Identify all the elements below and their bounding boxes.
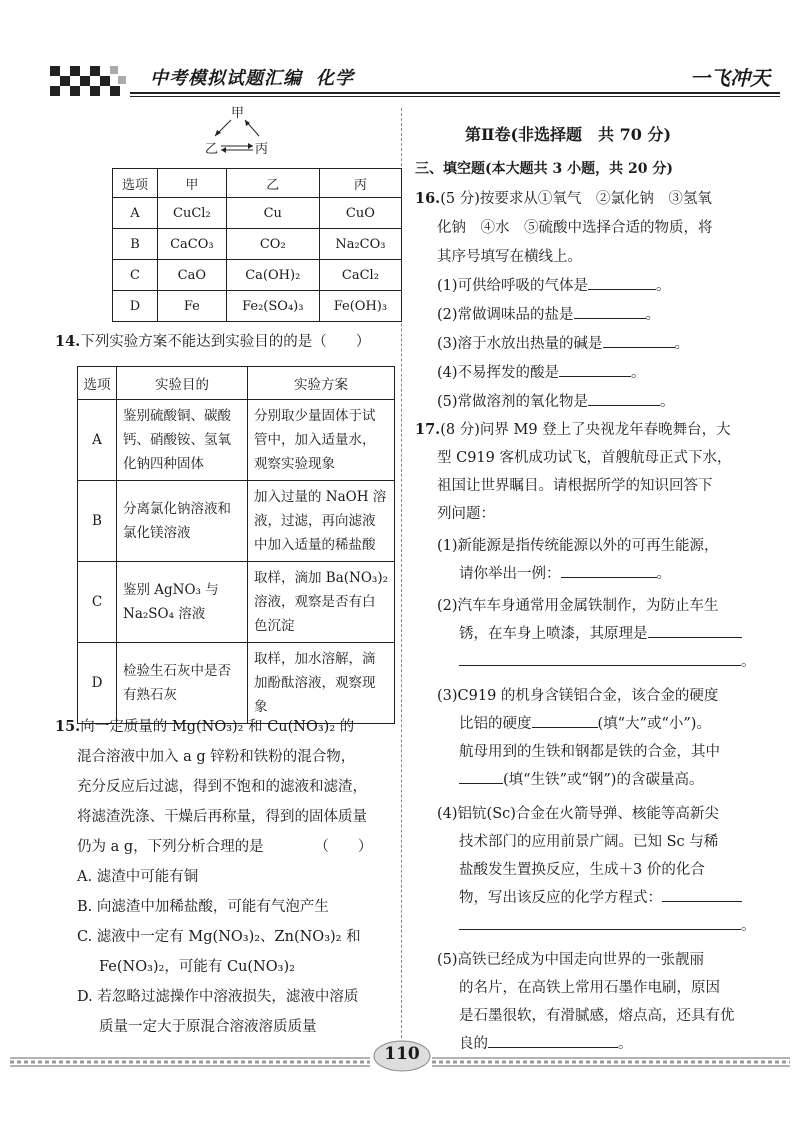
- answer-blank[interactable]: [459, 929, 741, 930]
- q15-line: 15.向一定质量的 Mg(NO₃)₂ 和 Cu(NO₃)₂ 的: [55, 718, 355, 735]
- page-header: [40, 52, 780, 102]
- answer-line: (4)不易挥发的酸是 。: [437, 365, 646, 381]
- experiment-table-14: [77, 366, 395, 724]
- table-row: A CuCl₂ Cu CuO: [113, 198, 402, 229]
- q15-line: 混合溶液中加入 a g 锌粉和铁粉的混合物，: [77, 749, 356, 765]
- table-row: C CaO Ca(OH)₂ CaCl₂: [113, 260, 402, 291]
- question-16: [415, 184, 775, 417]
- part-3: (3)C919 的机身含镁铝合金，该合金的硬度 比铝的硬度 (填“大”或“小”)。 航母用到的生铁和钢都是铁的合金，其中 (填“生铁”或“钢”)的含碳量高。: [437, 688, 720, 788]
- answer-blank[interactable]: [574, 318, 646, 319]
- q17-line: 型 C919 客机成功试飞，首艘航母正式下水，: [437, 450, 732, 466]
- q17-line: 祖国让世界瞩目。请根据所学的知识回答下: [437, 478, 713, 494]
- table-row: D Fe Fe₂(SO₄)₃ Fe(OH)₃: [113, 291, 402, 322]
- answer-line: (1)可供给呼吸的气体是 。: [437, 278, 671, 294]
- option-a: A. 滤渣中可能有铜: [77, 869, 199, 885]
- table-row: C 鉴别 AgNO₃ 与 Na₂SO₄ 溶液 取样，滴加 Ba(NO₃)₂ 溶液，观察是否有白色沉淀: [78, 562, 395, 643]
- question-number: 14.: [55, 333, 81, 350]
- option-d: D. 若忽略过滤操作中溶液损失，滤液中溶质: [77, 989, 359, 1005]
- table-row: D 检验生石灰中是否有熟石灰 取样，加水溶解，滴加酚酞溶液，观察现象: [78, 643, 395, 724]
- diagram-right: 丙: [255, 142, 269, 157]
- question-17: [415, 416, 775, 1058]
- diagram-arrows: [205, 102, 275, 156]
- answer-blank[interactable]: [459, 783, 503, 784]
- option-d-cont: 质量一定大于原混合溶液溶质质量: [99, 1019, 317, 1035]
- answer-blank[interactable]: [559, 376, 631, 377]
- answer-blank[interactable]: [488, 1047, 618, 1048]
- table-row: B 分离氯化钠溶液和氯化镁溶液 加入过量的 NaOH 溶液，过滤，再向滤液中加入适量的稀盐酸: [78, 481, 395, 562]
- answer-line: (5)常做溶剂的氧化物是 。: [437, 394, 675, 410]
- conversion-diagram: [205, 102, 275, 156]
- brand-logo: 一飞冲天: [690, 66, 770, 90]
- q16-line: 其序号填写在横线上。: [437, 249, 582, 265]
- answer-blank[interactable]: [603, 347, 675, 348]
- answer-blank[interactable]: [588, 405, 660, 406]
- answer-blank[interactable]: [588, 289, 656, 290]
- q17-line: 列问题：: [437, 506, 495, 522]
- answer-blank[interactable]: [648, 637, 742, 638]
- table-header-row: 选项 实验目的 实验方案: [78, 367, 395, 400]
- part-5: (5)高铁已经成为中国走向世界的一张靓丽 的名片，在高铁上常用石墨作电刷，原因 是石墨很软，有滑腻感，熔点高，还具有优 良的 。: [437, 952, 735, 1052]
- section-title: 第Ⅱ卷(非选择题 共 70 分): [465, 125, 672, 144]
- table-header-row: 选项 甲 乙 丙: [113, 169, 402, 198]
- diagram-left: 乙: [205, 142, 219, 157]
- answer-blank[interactable]: [459, 665, 741, 666]
- table-row: B CaCO₃ CO₂ Na₂CO₃: [113, 229, 402, 260]
- q16-line: 化钠 ④水 ⑤硫酸中选择合适的物质，将: [437, 220, 713, 236]
- question-15: [55, 712, 400, 1042]
- diagram-top: 甲: [231, 106, 245, 121]
- q15-line: 将滤渣洗涤、干燥后再称量，得到的固体质量: [77, 809, 367, 825]
- part-2: (2)汽车车身通常用金属铁制作，为防止车生 锈，在车身上喷漆，其原理是 。: [437, 598, 756, 670]
- answer-blank[interactable]: [662, 901, 742, 902]
- page-number: 110: [372, 1038, 432, 1074]
- answer-blank[interactable]: [561, 577, 657, 578]
- section-subtitle: 三、填空题(本大题共 3 小题，共 20 分): [415, 161, 673, 177]
- question-14-stem: 14.下列实验方案不能达到实验目的的是（ ）: [55, 333, 371, 350]
- q15-line: 仍为 a g，下列分析合理的是 （ ）: [77, 839, 373, 855]
- checker-logo: [50, 66, 128, 96]
- part-4: (4)铝钪(Sc)合金在火箭导弹、核能等高新尖 技术部门的应用前景广阔。已知 Sc 与稀 盐酸发生置换反应，生成＋3 价的化合 物，写出该反应的化学方程式： 。: [437, 806, 756, 934]
- answer-line: (3)溶于水放出热量的碱是 。: [437, 336, 690, 352]
- q17-line: 17.(8 分)问界 M9 登上了央视龙年春晚舞台，大: [415, 421, 731, 438]
- part-1: (1)新能源是指传统能源以外的可再生能源， 请你举出一例： 。: [437, 538, 719, 582]
- q15-line: 充分反应后过滤，得到不饱和的滤液和滤渣，: [77, 779, 367, 795]
- option-c-cont: Fe(NO₃)₂，可能有 Cu(NO₃)₂: [99, 959, 295, 975]
- option-c: C. 滤液中一定有 Mg(NO₃)₂、Zn(NO₃)₂ 和: [77, 929, 361, 945]
- q16-line: 16.(5 分)按要求从①氧气 ②氯化钠 ③氢氧: [415, 190, 712, 207]
- options-table-13: [112, 168, 402, 322]
- header-rule-thin: [130, 96, 780, 97]
- answer-blank[interactable]: [532, 727, 598, 728]
- table-row: A 鉴别硫酸铜、碳酸钙、硝酸铵、氢氧化钠四种固体 分别取少量固体于试管中，加入适量水，观察实验现象: [78, 400, 395, 481]
- option-b: B. 向滤渣中加稀盐酸，可能有气泡产生: [77, 899, 329, 915]
- header-title: 中考模拟试题汇编 化学: [150, 68, 354, 89]
- header-rule: [130, 92, 780, 94]
- answer-line: (2)常做调味品的盐是 。: [437, 307, 661, 323]
